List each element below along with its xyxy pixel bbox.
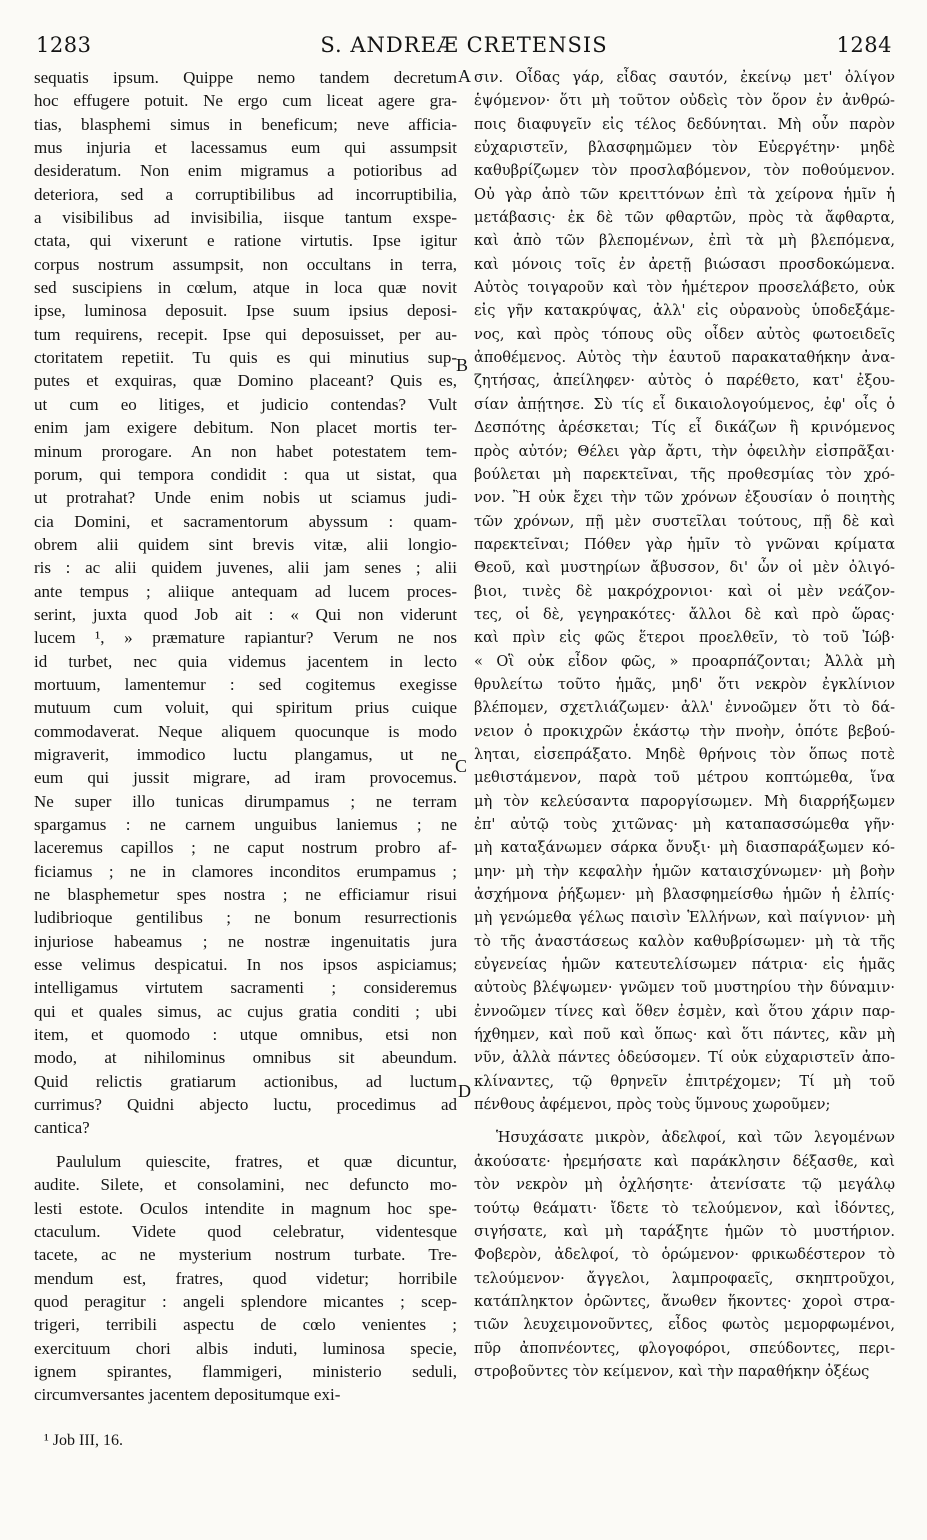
- greek-column: [474, 66, 895, 1383]
- text-line: Paululum quiescite, fratres, et quæ dicuntur,: [56, 1151, 457, 1171]
- latin-column: [34, 66, 457, 1407]
- text-line: πῦρ ἀποπνέοντες, φλογοφόροι, σπεύδοντες, περι-: [474, 1339, 895, 1357]
- text-line: a visibilibus ad invisibilia, iisque tantum exspe-: [34, 208, 457, 228]
- text-line: καθυβρίζωμεν τὸν προσλαβόμενον, τὸν ποθούμενον.: [474, 162, 895, 180]
- text-line: tias, blasphemi simus in beneficum; neve afficia-: [34, 114, 457, 134]
- text-line: καὶ μόνοις τοῖς ἐν ἀρετῇ βιώσασι προσδοκώμενα.: [474, 255, 895, 273]
- paragraph-gap: [34, 1140, 457, 1150]
- text-line: νῦν, ἀλλὰ πάντες ὁδεύσομεν. Τί οὐκ εὐχαριστεῖν ἀπο-: [474, 1049, 895, 1067]
- page-number-left: 1283: [36, 33, 92, 57]
- text-line: ctata, qui vixerunt e ratione virtutis. Ipse igitur: [34, 231, 457, 251]
- section-marker-c: C: [455, 756, 468, 776]
- text-line: Αὐτὸς τοιγαροῦν καὶ τὸν ἡμέτερον προσελάβετο, οὐκ: [474, 279, 895, 297]
- text-line: quod peragitur : angeli splendore micantes ; scep-: [34, 1291, 457, 1311]
- text-line: τούτῳ θεάματι· ἴδετε τὸ τελούμενον, καὶ ἰδόντες,: [474, 1199, 895, 1217]
- text-line: desideratum. Non enim migramus a potioribus ad: [34, 161, 457, 181]
- text-line: εὐχαριστεῖν, βλασφημῶμεν τὸν Εὐεργέτην· μηδὲ: [474, 139, 895, 157]
- text-line: ζητήσας, ἀπείληφεν· αὐτὸς ὁ παρέθετο, κατ' ἐξου-: [474, 372, 895, 390]
- text-line: τῶν χρόνων, πῇ μὲν συστεῖλαι τούτους, πῇ δὲ καὶ: [474, 512, 895, 530]
- text-line: intelligamus virtutem sacramenti ; consideremus: [34, 978, 457, 998]
- page-number-right: 1284: [836, 33, 892, 57]
- text-line: κατάπληκτον ὁρῶντες, ἄνωθεν ἥκοντες· χοροὶ στρα-: [474, 1292, 895, 1310]
- text-line: laceremus capillos ; ne caput nostrum probro af-: [34, 838, 457, 858]
- text-line: μεθιστάμενον, παρὰ τοῦ μέτρου κοπτώμεθα, ἵνα: [474, 769, 895, 787]
- page-header: [36, 33, 892, 63]
- text-line: hoc effugere potuit. Ne ergo cum liceat agere gra-: [34, 91, 457, 111]
- text-line: ludibrioque gentilibus ; ne bonum resurrectionis: [34, 908, 457, 928]
- text-line: καὶ ἀπὸ τῶν βλεπομένων, ἐπὶ τὰ μὴ βλεπόμενα,: [474, 232, 895, 250]
- text-line: βλέπομεν, σχετλιάζωμεν· ἀλλ' ἐννοῶμεν ὅτι τὸ δά-: [474, 699, 895, 717]
- text-line: Οὐ γὰρ ἀπὸ τῶν κρειττόνων ἐπὶ τὰ χείρονα ἡμῖν ἡ: [474, 185, 895, 203]
- text-line: qui et quales simus, ac cujus gratia conditi ; ubi: [34, 1001, 457, 1021]
- text-line: id turbet, nec quia videmus jacentem in lecto: [34, 651, 457, 671]
- text-line: mendum est, fratres, quod videtur; horribile: [34, 1268, 457, 1288]
- text-line: τὸ τῆς ἀναστάσεως καλὸν καθυβρίσωμεν· μὴ τὰ τῆς: [474, 932, 895, 950]
- text-line: ipse, luminosa deposuit. Ipse suum ipsius deposi-: [34, 301, 457, 321]
- text-line: injuriose habeamus ; ne nostræ ingenuitatis jura: [34, 931, 457, 951]
- text-line: « Οἳ οὐκ εἶδον φῶς, » προαρπάζονται; Ἀλλὰ μὴ: [474, 652, 895, 670]
- text-line: ne blasphemetur spes nostra ; ne efficiamur risui: [34, 885, 457, 905]
- text-line: lesti estote. Oculos intendite in magnum hoc spe-: [34, 1198, 457, 1218]
- text-line: ris : ac alii quidem juvenes, alii jam senes ; alii: [34, 558, 457, 578]
- text-line: κλίναντες, τῷ θρηνεῖν ἐπιτρέχομεν; Τί μὴ τοῦ: [474, 1072, 895, 1090]
- text-line: tum requirens, recepit. Ipse qui deposuisset, per au-: [34, 324, 457, 344]
- text-line: σιγήσατε, καὶ μὴ ταράξητε ἡμῶν τὸ μυστήριον.: [474, 1222, 895, 1240]
- text-line: τελούμενον· ἄγγελοι, λαμπροφαεῖς, σκηπτροῦχοι,: [474, 1269, 895, 1287]
- text-line: item, et quomodo : utque omnibus, etsi non: [34, 1025, 457, 1045]
- text-line: ληται, εἰσεπράξατο. Μηδὲ θρήνοις τὸν ὅπως ποτὲ: [474, 745, 895, 763]
- text-line: ctaculum. Videte quod celebratur, videntesque: [34, 1221, 457, 1241]
- text-line: τὸν νεκρὸν μὴ ὀχλήσητε· ἀτενίσατε τῷ μεγάλῳ: [474, 1176, 895, 1194]
- text-line: mutuum cum voluit, qui spiritum prius cuique: [34, 698, 457, 718]
- text-line: νειον ὁ προκιχρῶν ἑκάστῳ τὴν πνοὴν, ὁπότε βεβού-: [474, 722, 895, 740]
- text-line: ἀκούσατε· ἠρεμήσατε καὶ παράκλησιν δέξασθε, καὶ: [474, 1152, 895, 1170]
- text-line: ἐννοῶμεν τίνες καὶ ὅθεν ἐσμὲν, καὶ ὅτου χάριν παρ-: [474, 1002, 895, 1020]
- text-line: cia Domini, et sacramentorum abyssum : quam-: [34, 511, 457, 531]
- text-line: ctoritatem repetiit. Tu quis es qui minutius sup-: [34, 348, 457, 368]
- running-title: S. ANDREÆ CRETENSIS: [320, 33, 608, 57]
- text-line: Δεσπότης ἀρέσκεται; Τίς εἶ δικάζων ἢ κρινόμενος: [474, 419, 895, 437]
- text-line: μὴ τὸν κελεύσαντα παροργίσωμεν. Μὴ διαρρήξωμεν: [474, 792, 895, 810]
- text-line: Ne super illo tunicas dirumpamus ; ne terram: [34, 791, 457, 811]
- text-line: τιῶν λευχειμονοῦντες, εἶδος φωτὸς μεμορφωμένοι,: [474, 1316, 895, 1334]
- text-line: lucem ¹, » præmature rapiantur? Verum ne nos: [34, 628, 457, 648]
- text-line: cantica?: [34, 1118, 90, 1138]
- text-line: currimus? Quidni abjecto luctu, procedimus ad: [34, 1095, 457, 1115]
- section-marker-b: B: [456, 355, 469, 375]
- text-line: πρὸς αὐτόν; Θέλει γὰρ ἄρτι, τὴν ὀφειλὴν εἰσπρᾶξαι·: [474, 442, 895, 460]
- text-line: καὶ πρὶν εἰς φῶς ἕτεροι προελθεῖν, τὸ τοῦ Ἰώβ·: [474, 629, 895, 647]
- text-line: modo, at nihilominus omnibus sit abeundum.: [34, 1048, 457, 1068]
- text-line: Φοβερὸν, ἀδελφοί, τὸ ὁρώμενον· φρικωδέστερον τὸ: [474, 1246, 895, 1264]
- section-marker-a: A: [458, 66, 471, 86]
- text-line: σιν. Οἶδας γάρ, εἶδας σαυτόν, ἐκείνῳ μετ' ὀλίγον: [474, 69, 895, 86]
- text-line: στροβοῦντες τὸν κείμενον, καὶ τὴν παραθήκην ὀξέως: [474, 1362, 870, 1380]
- text-line: εἰς γῆν κατακρύψας, ἀλλ' εἰς οὐρανοὺς ὑποδεξάμε-: [474, 302, 895, 320]
- text-line: ἐπ' αὐτῷ τοὺς χιτῶνας· μὴ καταπασσώμεθα γῆν·: [474, 816, 895, 833]
- text-line: ignem spirantes, flammigeri, ministerio seduli,: [34, 1361, 457, 1381]
- text-line: ἀσχήμονα ῥήξωμεν· μὴ βλασφημείσθω ἡμῶν ἡ ἐλπίς·: [474, 886, 895, 904]
- text-line: mortuum, lamentemur : sed cogitemus exegisse: [34, 674, 457, 694]
- text-line: βιοι, τινὲς δὲ μακρόχρονιοι· καὶ οἱ μὲν νεάζον-: [474, 582, 895, 600]
- text-line: porum, qui tempora condidit : qua ut sistat, qua: [34, 464, 457, 484]
- text-line: obrem alii quidem sint brevis vitæ, alii longio-: [34, 534, 457, 554]
- text-line: μην· μὴ τὴν κεφαλὴν ἡμῶν καταισχύνωμεν· μὴ βοὴν: [474, 862, 895, 880]
- text-line: πένθους ἀφέμενοι, πρὸς τοὺς ὕμνους χωροῦμεν;: [474, 1096, 831, 1114]
- footnote: ¹ Job III, 16.: [44, 1432, 124, 1449]
- text-line: ήχθημεν, καὶ ποῦ καὶ ὅπως· καὶ ὅτι πάντες, κἂν μὴ: [474, 1026, 895, 1044]
- text-line: μὴ καταξάνωμεν σάρκα ὄνυξι· μὴ διασπαράξωμεν κό-: [474, 839, 895, 857]
- text-line: νον. Ἢ οὐκ ἔχει τὴν τῶν χρόνων ἐξουσίαν ὁ ποιητὴς: [474, 489, 895, 507]
- text-line: τες, οἱ δὲ, γεγηρακότες· ἄλλοι δὲ καὶ πρὸ ὥρας·: [474, 605, 895, 623]
- text-line: παρεκτεῖναι; Πόθεν γὰρ ἡμῖν τὸ γνῶναι κρίματα: [474, 535, 895, 553]
- text-line: εὐγενείας ἡμῶν κατευτελίσωμεν πάτρια· εἰς ἡμᾶς: [474, 956, 895, 974]
- text-line: ut protrahat? Unde enim nobis ut sciamus judi-: [34, 488, 457, 508]
- text-line: Ἡσυχάσατε μικρὸν, ἀδελφοί, καὶ τῶν λεγομένων: [496, 1129, 895, 1147]
- text-line: eum qui jussit migrare, ad iram provocemus.: [34, 768, 457, 788]
- text-line: νος, καὶ πρὸς τόπους οὓς οἶδεν αὐτὸς φωτοειδεῖς: [474, 325, 895, 343]
- text-line: ficiamus ; ne in clamores inconditos erumpamus ;: [34, 861, 457, 881]
- text-line: audite. Silete, et consolamini, nec defuncto mo-: [34, 1175, 457, 1195]
- text-line: putes et exquiras, quæ Domino placeant? Quis es,: [34, 371, 457, 391]
- text-line: esse velimus despicatui. In nos ipsos aspiciamus;: [34, 955, 457, 975]
- text-line: θρυλείτω τοῦτο ἡμᾶς, μηδ' ὅτι νεκρὸν ἐγκλίνιον: [474, 675, 895, 693]
- text-line: μὴ γενώμεθα γέλως παισὶν Ἑλλήνων, καὶ παίγνιον· μὴ: [474, 909, 895, 927]
- text-line: ἑψόμενον· ὅτι μὴ τοῦτον οὐδεὶς τὸν ὅρον ἐν ἀνθρώ-: [474, 92, 895, 110]
- text-line: βούλεται μὴ παρεκτεῖναι, τῆς προθεσμίας τὸν χρό-: [474, 465, 895, 483]
- text-line: Θεοῦ, καὶ μυστηρίων ἄβυσσον, δι' ὧν οἱ μὲν ὀλιγό-: [474, 559, 895, 577]
- text-line: corpus nostrum assumpsit, non occultans in terra,: [34, 254, 457, 274]
- text-line: minum prorogare. An non habet potestatem tem-: [34, 441, 457, 461]
- text-line: migraverit, immodico luctu plangamus, ut ne: [34, 744, 457, 764]
- text-line: serint, juxta quod Job ait : « Qui non viderunt: [34, 604, 457, 624]
- text-line: αὐτοὺς βλέψωμεν· γνῶμεν τοῦ μυστηρίου τὴν δύναμιν·: [474, 979, 895, 997]
- text-line: exercituum chori albis induti, luminosa specie,: [34, 1338, 457, 1358]
- text-line: ut cum eo litiges, et judicio contendas? Vult: [34, 394, 457, 414]
- text-line: sed suscipiens in cœlum, atque in loca quæ novit: [34, 278, 457, 298]
- text-line: μετάβασις· ἐκ δὲ τῶν φθαρτῶν, πρὸς τὰ ἄφθαρτα,: [474, 209, 895, 227]
- text-line: mus injuria et lacessamus eum qui assumpsit: [34, 138, 457, 158]
- text-line: ante tempus ; aliique antequam ad lucem proces-: [34, 581, 457, 601]
- paragraph-gap: [474, 1116, 895, 1126]
- text-line: ἀποθέμενος. Αὐτὸς τὴν ἑαυτοῦ παρακαταθήκην ἀνα-: [474, 349, 895, 367]
- text-line: commodaverat. Neque aliquem quocunque is modo: [34, 721, 457, 741]
- text-line: tacete, ac ne mysterium nostrum turbate. Tre-: [34, 1245, 457, 1265]
- text-line: enim jam exigere debitum. Non placet mortis ter-: [34, 418, 457, 438]
- text-line: ποις διαφυγεῖν εἰς τέλος δεδύνηται. Μὴ οὖν παρὸν: [474, 115, 895, 133]
- text-line: deteriora, sed a corruptibilibus ad incorruptibilia,: [34, 184, 457, 204]
- text-line: circumversantes jacentem depositumque exi-: [34, 1385, 341, 1405]
- text-line: Quid relictis gratiarum actionibus, ad luctum: [34, 1071, 457, 1091]
- text-line: spargamus : ne carnem unguibus laniemus ; ne: [34, 815, 457, 834]
- section-marker-d: D: [458, 1081, 471, 1101]
- text-line: σίαν ἀπῄτησε. Σὺ τίς εἶ δικαιολογούμενος, ἐφ' οἷς ὁ: [474, 395, 895, 413]
- text-line: trigeri, terribili aspectu de cœlo venientes ;: [34, 1315, 457, 1335]
- text-line: sequatis ipsum. Quippe nemo tandem decretum: [34, 68, 457, 87]
